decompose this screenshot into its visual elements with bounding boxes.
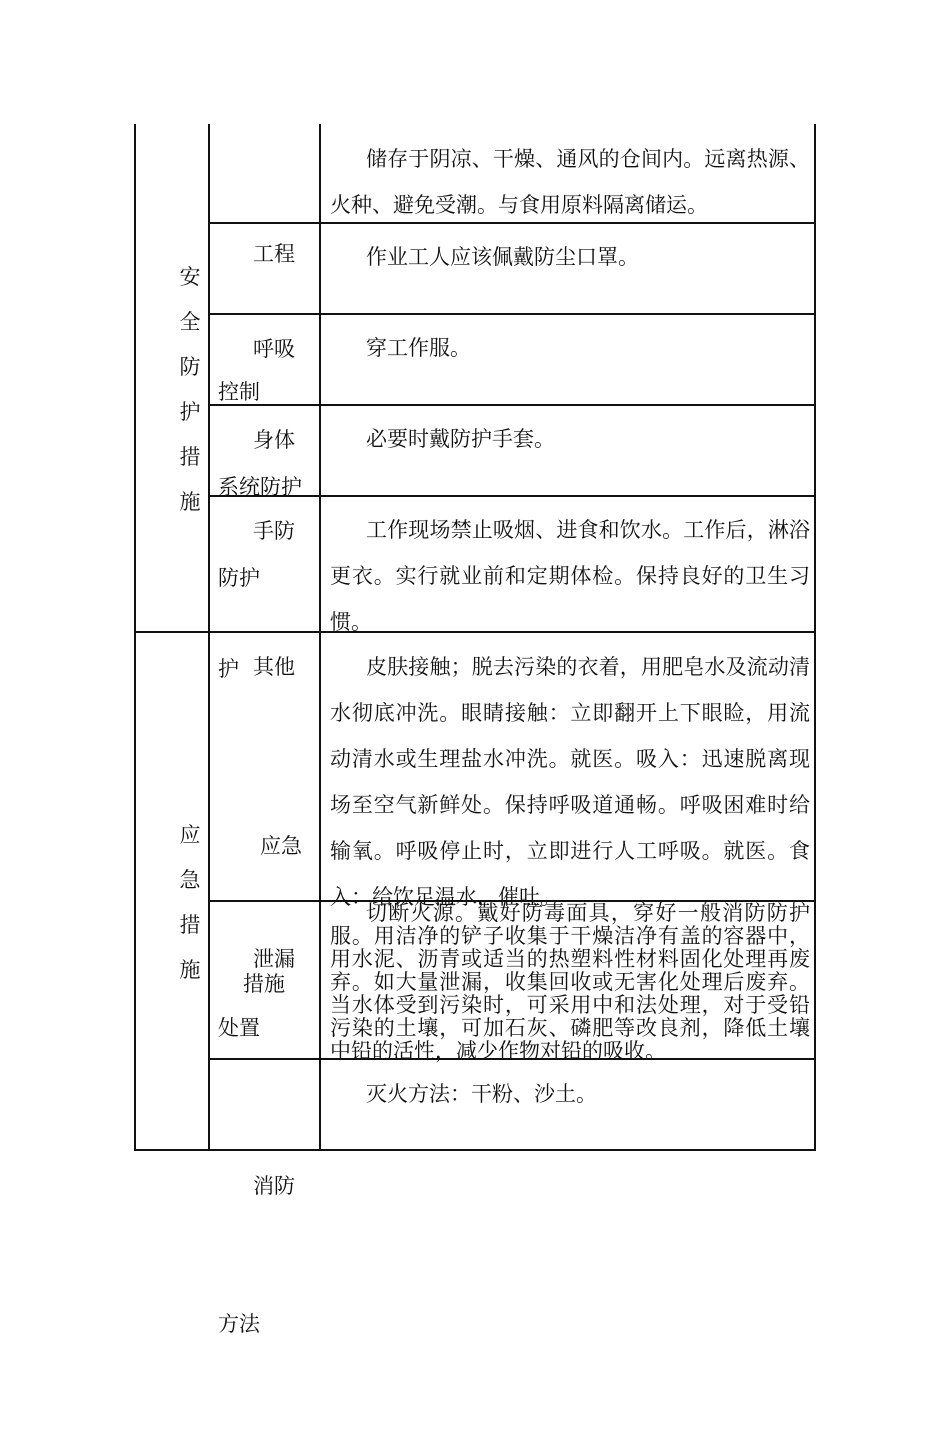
description-body-protection: 穿工作服。 bbox=[366, 336, 471, 360]
subcategory-line: 应急 bbox=[260, 834, 302, 858]
category-char: 急 bbox=[179, 868, 201, 892]
subcategory-line: 方法 bbox=[218, 1312, 260, 1336]
table-border-right bbox=[814, 124, 816, 1151]
subcategory-line: 消防 bbox=[253, 1174, 295, 1198]
subcategory-line: 控制 bbox=[218, 380, 260, 404]
description-hand-protection: 必要时戴防护手套。 bbox=[366, 427, 555, 451]
description-emergency-measures: 皮肤接触；脱去污染的衣着，用肥皂水及流动清水彻底冲洗。眼睛接触：立即翻开上下眼睑，用流动清水或生理盐水冲洗。就医。吸入：迅速脱离现场至空气新鲜处。保持呼吸道通畅。呼吸困难时给输氧。呼吸停止时，立即进行人工呼吸。就医。食入：给饮足温水，催吐。 bbox=[330, 655, 810, 909]
category-char: 措 bbox=[179, 445, 201, 469]
subcategory-line: 防护 bbox=[218, 566, 260, 590]
category-char: 防 bbox=[179, 355, 201, 379]
subcategory-line: 处置 bbox=[218, 1016, 260, 1040]
subcategory-fire-fighting bbox=[218, 1071, 316, 1439]
category-char: 施 bbox=[179, 958, 201, 982]
description-respiratory-protection: 作业工人应该佩戴防尘口罩。 bbox=[366, 245, 639, 269]
category-char: 施 bbox=[179, 490, 201, 514]
description-engineering-control: 储存于阴凉、干燥、通风的仓间内。远离热源、火种、避免受潮。与食用原料隔离储运。 bbox=[330, 147, 810, 217]
subcategory-line: 手防 bbox=[253, 519, 295, 543]
category-char: 护 bbox=[179, 400, 201, 424]
emergency-category-label bbox=[172, 813, 208, 993]
subcategory-line: 护 bbox=[218, 657, 239, 681]
category-char: 安 bbox=[179, 265, 201, 289]
subcategory-line: 身体 bbox=[253, 428, 295, 452]
subcategory-line: 工程 bbox=[253, 242, 295, 266]
category-char: 措 bbox=[179, 913, 201, 937]
description-fire-fighting: 灭火方法：干粉、沙土。 bbox=[366, 1082, 597, 1106]
category-char: 应 bbox=[179, 823, 201, 847]
table-border-col1 bbox=[208, 124, 210, 1151]
category-char: 全 bbox=[179, 310, 201, 334]
description-other: 工作现场禁止吸烟、进食和饮水。工作后，淋浴更衣。实行就业前和定期体检。保持良好的卫生习惯。 bbox=[330, 518, 810, 634]
table-border-left bbox=[134, 124, 136, 1151]
subcategory-line: 呼吸 bbox=[253, 337, 295, 361]
subcategory-line: 系统防护 bbox=[218, 475, 302, 499]
subcategory-line: 措施 bbox=[243, 972, 285, 996]
table-border-col2 bbox=[319, 124, 321, 1151]
subcategory-leak-disposal bbox=[218, 902, 316, 1086]
description-leak-disposal: 切断火源。戴好防毒面具，穿好一般消防防护服。用洁净的铲子收集于干燥洁净有盖的容器中，用水泥、沥青或适当的热塑料性材料固化处理再废弃。如大量泄漏，收集回收或无害化处理后废弃。当水体受到污染时，可采用中和法处理，对于受铅污染的土壤，可加石灰、磷肥等改良剂，降低土壤中铅的活性，减少作物对铅的吸收。 bbox=[330, 901, 810, 1063]
subcategory-line: 其他 bbox=[253, 655, 295, 679]
safety-category-label bbox=[172, 255, 208, 525]
subcategory-line: 泄漏 bbox=[253, 947, 295, 971]
